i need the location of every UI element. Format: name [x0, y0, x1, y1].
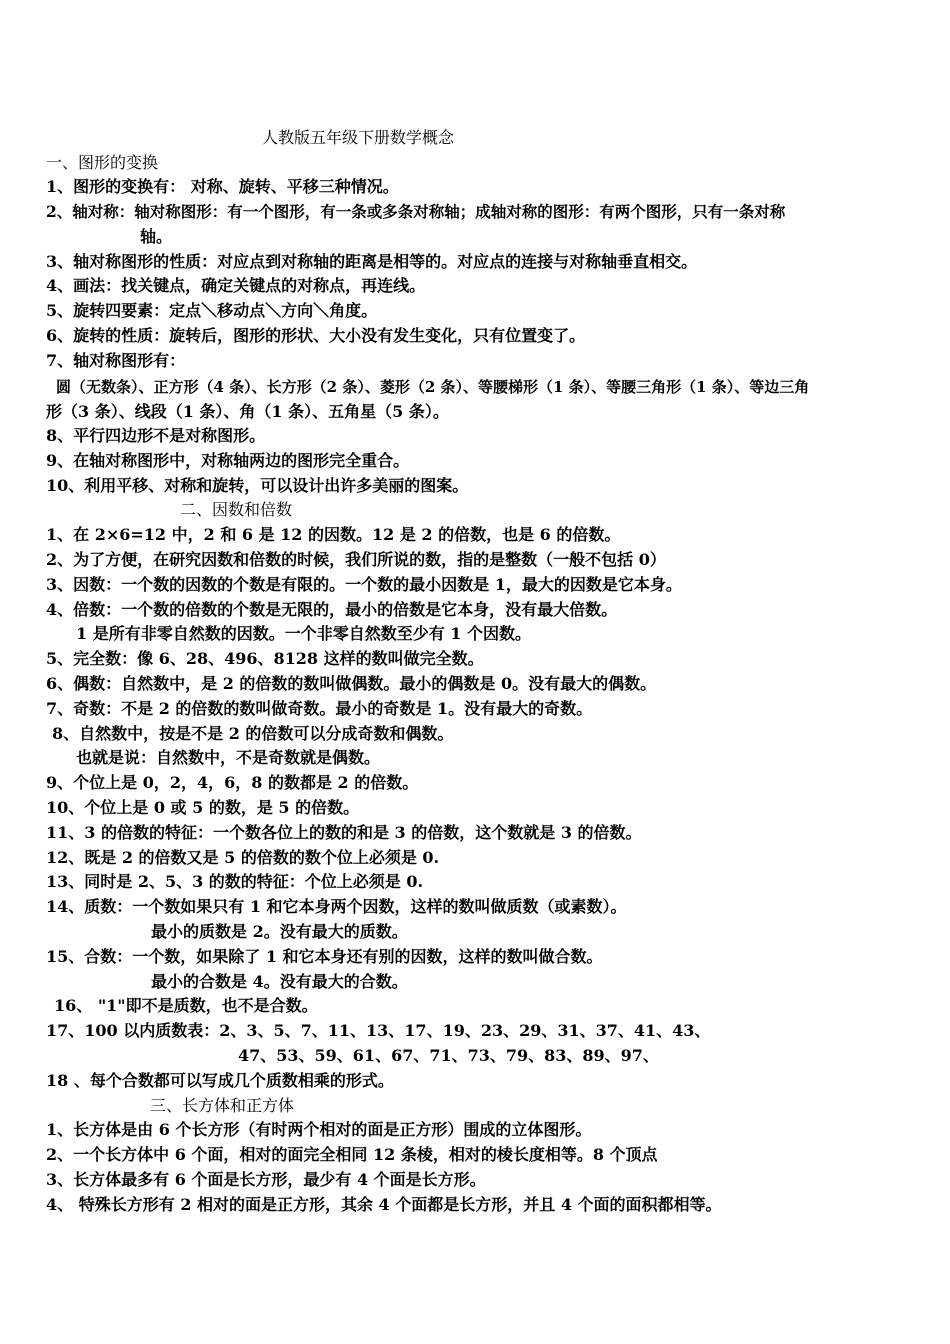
text-line: 10、利用平移、对称和旋转，可以设计出许多美丽的图案。 [46, 476, 469, 495]
text-line: 3、轴对称图形的性质：对应点到对称轴的距离是相等的。对应点的连接与对称轴垂直相交。 [46, 252, 698, 271]
text-line: 最小的合数是 4。没有最大的合数。 [151, 972, 408, 991]
text-line: 8、平行四边形不是对称图形。 [46, 426, 266, 445]
text-line: 2、轴对称：轴对称图形：有一个图形，有一条或多条对称轴；成轴对称的图形：有两个图形，只有一条对称 [46, 202, 786, 221]
text-line: 11、3 的倍数的特征：一个数各位上的数的和是 3 的倍数，这个数就是 3 的倍数。 [46, 823, 642, 842]
section-heading-cuboid-cube: 三、长方体和正方体 [150, 1096, 295, 1115]
text-line: 4、倍数：一个数的倍数的个数是无限的，最小的倍数是它本身，没有最大倍数。 [46, 600, 618, 619]
text-line: 1、在 2×6=12 中，2 和 6 是 12 的因数。12 是 2 的倍数，也是 6 的倍数。 [46, 525, 621, 544]
text-line: 18 、每个合数都可以写成几个质数相乘的形式。 [46, 1071, 394, 1090]
text-line: 9、个位上是 0，2，4，6，8 的数都是 2 的倍数。 [46, 773, 419, 792]
text-line: 5、旋转四要素：定点＼移动点＼方向＼角度。 [46, 301, 378, 320]
text-line: 8、自然数中，按是不是 2 的倍数可以分成奇数和偶数。 [52, 724, 454, 743]
section-heading-factors-multiples: 二、因数和倍数 [180, 500, 293, 519]
text-line: 3、长方体最多有 6 个面是长方形，最少有 4 个面是长方形。 [46, 1170, 486, 1189]
text-line: 1 是所有非零自然数的因数。一个非零自然数至少有 1 个因数。 [76, 624, 531, 643]
text-line: 17、100 以内质数表：2、3、5、7、11、13、17、19、23、29、31、37、41、43、 [46, 1021, 711, 1040]
text-line: 1、长方体是由 6 个长方形（有时两个相对的面是正方形）围成的立体图形。 [46, 1120, 592, 1139]
text-line: 轴。 [140, 227, 173, 246]
text-line: 4、 特殊长方形有 2 相对的面是正方形，其余 4 个面都是长方形，并且 4 个面的面积都相等。 [46, 1195, 722, 1214]
text-line: 形（3 条）、线段（1 条）、角（1 条）、五角星（5 条）。 [46, 402, 449, 421]
text-line: 3、因数：一个数的因数的个数是有限的。一个数的最小因数是 1，最大的因数是它本身。 [46, 575, 682, 594]
text-line: 6、旋转的性质：旋转后，图形的形状、大小没有发生变化，只有位置变了。 [46, 326, 586, 345]
text-line: 也就是说：自然数中，不是奇数就是偶数。 [76, 748, 381, 767]
text-line: 5、完全数：像 6、28、496、8128 这样的数叫做完全数。 [46, 649, 484, 668]
text-line: 10、个位上是 0 或 5 的数，是 5 的倍数。 [46, 798, 360, 817]
text-line: 7、奇数：不是 2 的倍数的数叫做奇数。最小的奇数是 1。没有最大的奇数。 [46, 699, 593, 718]
text-line: 13、同时是 2、5、3 的数的特征：个位上必须是 0. [46, 872, 424, 891]
text-line: 14、质数：一个数如果只有 1 和它本身两个因数，这样的数叫做质数（或素数）。 [46, 897, 627, 916]
text-line: 2、为了方便，在研究因数和倍数的时候，我们所说的数，指的是整数（一般不包括 0） [46, 550, 666, 569]
section-heading-transformations: 一、图形的变换 [46, 153, 159, 172]
text-line: 12、既是 2 的倍数又是 5 的倍数的数个位上必须是 0. [46, 848, 440, 867]
text-line: 6、偶数：自然数中，是 2 的倍数的数叫做偶数。最小的偶数是 0。没有最大的偶数。 [46, 674, 657, 693]
text-line: 2、一个长方体中 6 个面，相对的面完全相同 12 条棱，相对的棱长度相等。8 个顶点 [46, 1145, 658, 1164]
page-title: 人教版五年级下册数学概念 [262, 128, 455, 147]
text-line: 最小的质数是 2。没有最大的质数。 [151, 922, 408, 941]
text-line: 4、画法：找关键点，确定关键点的对称点，再连线。 [46, 276, 426, 295]
text-line: 47、53、59、61、67、71、73、79、83、89、97、 [238, 1046, 659, 1065]
text-line: 16、 "1"即不是质数，也不是合数。 [54, 996, 318, 1015]
text-line: 9、在轴对称图形中，对称轴两边的图形完全重合。 [46, 451, 410, 470]
text-line: 7、轴对称图形有： [46, 351, 186, 370]
text-line: 圆（无数条）、正方形（4 条）、长方形（2 条）、菱形（2 条）、等腰梯形（1 条）、等腰三角形（1 条）、等边三角 [56, 378, 810, 396]
text-line: 15、合数：一个数，如果除了 1 和它本身还有别的因数，这样的数叫做合数。 [46, 947, 603, 966]
text-line: 1、图形的变换有： 对称、旋转、平移三种情况。 [46, 177, 399, 196]
